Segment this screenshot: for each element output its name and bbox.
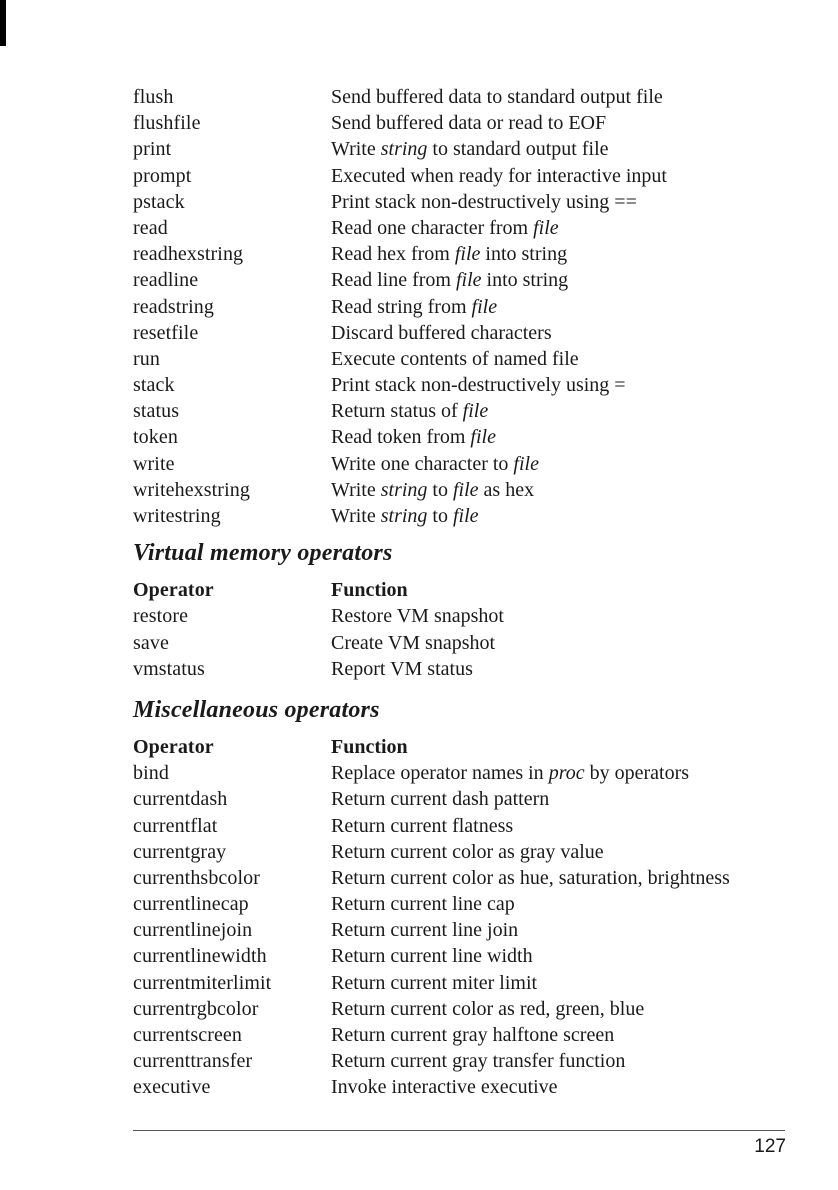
italic-term: file [455,269,482,292]
italic-term: file [452,505,479,527]
operator-function: Print stack non-destructively using == [331,190,637,213]
file-op-row [133,241,813,267]
operator-name: flushfile [133,112,201,135]
file-op-row [133,215,813,241]
misc-op-row [133,865,813,891]
operator-function: Return current color as red, green, blue [331,997,645,1020]
misc-section-heading: Miscellaneous operators [133,696,380,723]
operator-name: readhexstring [133,243,244,266]
operator-name: currentmiterlimit [133,971,272,994]
italic-term: file [513,452,539,475]
operator-name: prompt [133,164,192,187]
operator-function: Return current gray halftone screen [331,1024,615,1046]
operator-name: save [133,631,169,654]
file-op-row [133,424,813,450]
italic-term: file [533,216,559,239]
italic-term: string [380,138,428,161]
misc-operators-table [133,760,813,1100]
operator-function: Return current miter limit [331,971,538,994]
operator-name: currentlinecap [133,893,249,916]
italic-term: file [462,400,489,423]
operator-name: currentflat [133,814,218,837]
file-op-row [133,451,813,477]
italic-term: file [471,295,498,318]
vm-op-row [133,603,813,629]
footer-rule [133,1130,785,1131]
operator-name: token [133,426,178,449]
operator-function: Read token from file [331,426,496,449]
operator-name: currenttransfer [133,1050,253,1073]
vm-section-heading: Virtual memory operators [133,540,393,567]
operator-function: Execute contents of named file [331,347,579,370]
operator-name: read [133,216,168,239]
italic-term: string [380,478,428,501]
operator-function: Send buffered data or read to EOF [331,112,607,135]
operator-name: run [133,347,160,370]
operator-name: readline [133,269,199,292]
operator-function: Create VM snapshot [331,631,496,654]
operator-name: currentdash [133,788,228,811]
misc-table-header [133,734,813,760]
misc-operator-column-header: Operator [133,735,214,758]
operator-function: Return current dash pattern [331,788,550,811]
misc-op-row [133,943,813,969]
operator-name: resetfile [133,321,199,344]
italic-term: proc [548,762,585,785]
file-op-row [133,110,813,136]
misc-op-row [133,786,813,812]
operator-name: executive [133,1076,211,1099]
operator-name: stack [133,374,175,397]
italic-term: file [470,426,496,449]
operator-function: Invoke interactive executive [331,1076,558,1099]
file-op-row [133,163,813,189]
vm-operator-column-header: Operator [133,579,214,602]
vm-function-column-header: Function [331,579,408,602]
operator-function: Return current line width [331,945,533,968]
operator-function: Restore VM snapshot [331,605,504,628]
file-op-row [133,477,813,503]
file-op-row [133,84,813,110]
operator-name: readstring [133,295,214,318]
operator-name: bind [133,762,169,785]
operator-name: pstack [133,190,185,213]
italic-term: file [452,478,479,501]
file-op-row [133,346,813,372]
italic-term: string [380,505,428,527]
operator-name: vmstatus [133,657,205,680]
misc-op-row [133,1048,813,1074]
operator-function: Write one character to file [331,452,539,475]
operator-name: status [133,400,180,423]
page-content [133,84,813,1101]
vm-operators-table [133,603,813,682]
misc-op-row [133,891,813,917]
file-op-row [133,503,813,529]
operator-function: Read line from file into string [331,269,569,292]
operator-name: currentlinejoin [133,919,253,942]
operator-name: restore [133,605,189,628]
file-op-row [133,294,813,320]
misc-op-row [133,1022,813,1048]
vm-op-row [133,656,813,682]
file-op-row [133,136,813,162]
operator-function: Write string to file as hex [331,478,535,501]
operator-function: Executed when ready for interactive input [331,164,667,187]
operator-function: Replace operator names in proc by operators [331,762,690,785]
operator-function: Read string from file [331,295,498,318]
operator-name: flush [133,86,174,108]
misc-op-row [133,917,813,943]
operator-function: Report VM status [331,657,473,680]
operator-name: currenthsbcolor [133,866,261,889]
operator-function: Write string to standard output file [331,138,609,161]
operator-function: Return current color as gray value [331,840,604,863]
misc-op-row [133,839,813,865]
file-op-row [133,267,813,293]
italic-term: file [454,243,481,266]
page-number: 127 [754,1136,786,1157]
misc-op-row [133,813,813,839]
operator-name: writestring [133,505,221,527]
file-op-row [133,398,813,424]
vm-table-header [133,577,813,603]
operator-function: Return status of file [331,400,489,423]
misc-op-row [133,760,813,786]
misc-op-row [133,1074,813,1100]
operator-function: Write string to file [331,505,479,527]
file-op-row [133,372,813,398]
operator-name: currentlinewidth [133,945,267,968]
operator-function: Return current gray transfer function [331,1050,626,1073]
operator-function: Discard buffered characters [331,321,552,344]
operator-name: currentrgbcolor [133,997,259,1020]
vm-op-row [133,630,813,656]
operator-function: Print stack non-destructively using = [331,374,626,397]
operator-function: Return current line join [331,919,519,942]
operator-name: write [133,452,175,475]
scan-edge-mark [0,0,6,46]
operator-name: print [133,138,172,161]
misc-function-column-header: Function [331,735,408,758]
file-op-row [133,320,813,346]
file-operators-table [133,84,813,529]
operator-function: Read one character from file [331,216,559,239]
operator-name: currentgray [133,840,227,863]
misc-op-row [133,970,813,996]
operator-function: Read hex from file into string [331,243,568,266]
operator-function: Return current color as hue, saturation, brightness [331,866,730,889]
operator-name: currentscreen [133,1024,243,1046]
operator-function: Send buffered data to standard output file [331,86,663,108]
operator-function: Return current line cap [331,893,515,916]
file-op-row [133,189,813,215]
operator-name: writehexstring [133,478,250,501]
operator-function: Return current flatness [331,814,514,837]
misc-op-row [133,996,813,1022]
